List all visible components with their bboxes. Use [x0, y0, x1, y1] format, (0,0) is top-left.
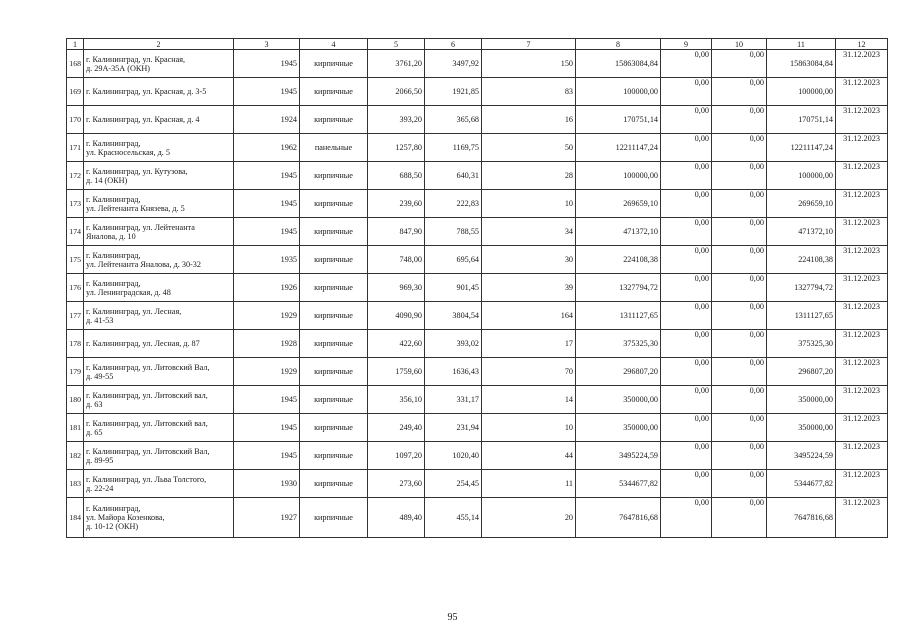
area-total-cell: 393,20	[368, 106, 425, 134]
residents-count-cell: 16	[482, 106, 576, 134]
year-cell: 1935	[234, 246, 300, 274]
row-number: 184	[67, 498, 84, 538]
sum-cost-cell: 5344677,82	[767, 470, 836, 498]
zero-cost-cell: 0,00	[661, 50, 712, 78]
area-total-cell: 249,40	[368, 414, 425, 442]
wall-material-cell: кирпичные	[300, 498, 368, 538]
address-cell: г. Калининград, ул. Кутузова, д. 14 (ОКН)	[84, 162, 234, 190]
residents-count-cell: 83	[482, 78, 576, 106]
area-living-cell: 1921,85	[425, 78, 482, 106]
wall-material-cell: кирпичные	[300, 246, 368, 274]
sum-cost-cell: 100000,00	[767, 162, 836, 190]
zero-cost-cell: 0,00	[661, 470, 712, 498]
table-row	[67, 470, 888, 498]
residents-count-cell: 14	[482, 386, 576, 414]
deadline-date-cell: 31.12.2023	[836, 190, 888, 218]
address-cell: г. Калининград, ул. Лесная, д. 87	[84, 330, 234, 358]
area-living-cell: 3497,92	[425, 50, 482, 78]
address-cell: г. Калининград, ул. Майора Козенкова, д. 10-12 (ОКН)	[84, 498, 234, 538]
residents-count-cell: 164	[482, 302, 576, 330]
zero-cost-cell: 0,00	[661, 274, 712, 302]
zero-cost-cell: 0,00	[712, 358, 767, 386]
deadline-date-cell: 31.12.2023	[836, 498, 888, 538]
table-row	[67, 106, 888, 134]
zero-cost-cell: 0,00	[661, 162, 712, 190]
wall-material-cell: кирпичные	[300, 50, 368, 78]
zero-cost-cell: 0,00	[661, 498, 712, 538]
address-cell: г. Калининград, ул. Льва Толстого, д. 22-24	[84, 470, 234, 498]
sum-cost-cell: 170751,14	[767, 106, 836, 134]
residents-count-cell: 150	[482, 50, 576, 78]
zero-cost-cell: 0,00	[712, 190, 767, 218]
col-header: 9	[661, 39, 712, 50]
area-living-cell: 640,31	[425, 162, 482, 190]
residents-count-cell: 10	[482, 190, 576, 218]
sum-cost-cell: 471372,10	[767, 218, 836, 246]
table-row	[67, 358, 888, 386]
wall-material-cell: кирпичные	[300, 106, 368, 134]
total-cost-cell: 1311127,65	[576, 302, 661, 330]
col-header: 3	[234, 39, 300, 50]
year-cell: 1929	[234, 358, 300, 386]
year-cell: 1945	[234, 162, 300, 190]
residents-count-cell: 34	[482, 218, 576, 246]
zero-cost-cell: 0,00	[661, 190, 712, 218]
address-cell: г. Калининград, ул. Лейтенанта Князева, д. 5	[84, 190, 234, 218]
column-number-header	[67, 39, 888, 50]
zero-cost-cell: 0,00	[661, 330, 712, 358]
total-cost-cell: 269659,10	[576, 190, 661, 218]
sum-cost-cell: 296807,20	[767, 358, 836, 386]
deadline-date-cell: 31.12.2023	[836, 358, 888, 386]
zero-cost-cell: 0,00	[712, 442, 767, 470]
zero-cost-cell: 0,00	[661, 78, 712, 106]
col-header: 4	[300, 39, 368, 50]
col-header: 7	[482, 39, 576, 50]
area-living-cell: 1636,43	[425, 358, 482, 386]
zero-cost-cell: 0,00	[661, 218, 712, 246]
year-cell: 1945	[234, 78, 300, 106]
total-cost-cell: 15863084,84	[576, 50, 661, 78]
table-row	[67, 134, 888, 162]
address-cell: г. Калининград, ул. Лейтенанта Яналова, д. 10	[84, 218, 234, 246]
total-cost-cell: 224108,38	[576, 246, 661, 274]
area-total-cell: 969,30	[368, 274, 425, 302]
row-number: 174	[67, 218, 84, 246]
deadline-date-cell: 31.12.2023	[836, 442, 888, 470]
table-row	[67, 498, 888, 538]
area-total-cell: 422,60	[368, 330, 425, 358]
area-living-cell: 1169,75	[425, 134, 482, 162]
col-header: 6	[425, 39, 482, 50]
row-number: 179	[67, 358, 84, 386]
address-cell: г. Калининград, ул. Ленинградская, д. 48	[84, 274, 234, 302]
area-living-cell: 695,64	[425, 246, 482, 274]
address-cell: г. Калининград, ул. Лесная, д. 41-53	[84, 302, 234, 330]
sum-cost-cell: 100000,00	[767, 78, 836, 106]
year-cell: 1945	[234, 386, 300, 414]
sum-cost-cell: 15863084,84	[767, 50, 836, 78]
table-row	[67, 50, 888, 78]
table-row	[67, 274, 888, 302]
total-cost-cell: 5344677,82	[576, 470, 661, 498]
year-cell: 1945	[234, 190, 300, 218]
year-cell: 1945	[234, 414, 300, 442]
deadline-date-cell: 31.12.2023	[836, 330, 888, 358]
wall-material-cell: кирпичные	[300, 218, 368, 246]
col-header: 12	[836, 39, 888, 50]
row-number: 182	[67, 442, 84, 470]
area-living-cell: 3804,54	[425, 302, 482, 330]
residents-count-cell: 10	[482, 414, 576, 442]
col-header: 11	[767, 39, 836, 50]
sum-cost-cell: 7647816,68	[767, 498, 836, 538]
address-cell: г. Калининград, ул. Красная, д. 29А-35А (ОКН)	[84, 50, 234, 78]
wall-material-cell: кирпичные	[300, 302, 368, 330]
area-total-cell: 239,60	[368, 190, 425, 218]
col-header: 10	[712, 39, 767, 50]
year-cell: 1924	[234, 106, 300, 134]
sum-cost-cell: 375325,30	[767, 330, 836, 358]
zero-cost-cell: 0,00	[712, 302, 767, 330]
table-row	[67, 330, 888, 358]
row-number: 168	[67, 50, 84, 78]
zero-cost-cell: 0,00	[661, 386, 712, 414]
residents-count-cell: 39	[482, 274, 576, 302]
total-cost-cell: 350000,00	[576, 386, 661, 414]
deadline-date-cell: 31.12.2023	[836, 414, 888, 442]
sum-cost-cell: 224108,38	[767, 246, 836, 274]
zero-cost-cell: 0,00	[712, 50, 767, 78]
total-cost-cell: 7647816,68	[576, 498, 661, 538]
area-total-cell: 847,90	[368, 218, 425, 246]
table-row	[67, 246, 888, 274]
row-number: 176	[67, 274, 84, 302]
area-total-cell: 1759,60	[368, 358, 425, 386]
address-cell: г. Калининград, ул. Лейтенанта Яналова, д. 30-32	[84, 246, 234, 274]
year-cell: 1930	[234, 470, 300, 498]
zero-cost-cell: 0,00	[712, 246, 767, 274]
area-total-cell: 2066,50	[368, 78, 425, 106]
zero-cost-cell: 0,00	[712, 330, 767, 358]
row-number: 183	[67, 470, 84, 498]
table-row	[67, 414, 888, 442]
year-cell: 1945	[234, 218, 300, 246]
year-cell: 1928	[234, 330, 300, 358]
wall-material-cell: кирпичные	[300, 330, 368, 358]
area-living-cell: 331,17	[425, 386, 482, 414]
total-cost-cell: 100000,00	[576, 162, 661, 190]
wall-material-cell: кирпичные	[300, 470, 368, 498]
wall-material-cell: кирпичные	[300, 442, 368, 470]
residents-count-cell: 17	[482, 330, 576, 358]
wall-material-cell: кирпичные	[300, 414, 368, 442]
area-total-cell: 489,40	[368, 498, 425, 538]
row-number: 172	[67, 162, 84, 190]
sum-cost-cell: 1327794,72	[767, 274, 836, 302]
year-cell: 1945	[234, 442, 300, 470]
deadline-date-cell: 31.12.2023	[836, 246, 888, 274]
deadline-date-cell: 31.12.2023	[836, 162, 888, 190]
area-living-cell: 365,68	[425, 106, 482, 134]
deadline-date-cell: 31.12.2023	[836, 302, 888, 330]
wall-material-cell: кирпичные	[300, 78, 368, 106]
area-total-cell: 4090,90	[368, 302, 425, 330]
total-cost-cell: 100000,00	[576, 78, 661, 106]
wall-material-cell: кирпичные	[300, 162, 368, 190]
total-cost-cell: 471372,10	[576, 218, 661, 246]
area-total-cell: 688,50	[368, 162, 425, 190]
zero-cost-cell: 0,00	[712, 414, 767, 442]
area-total-cell: 1097,20	[368, 442, 425, 470]
year-cell: 1929	[234, 302, 300, 330]
sum-cost-cell: 269659,10	[767, 190, 836, 218]
sum-cost-cell: 12211147,24	[767, 134, 836, 162]
total-cost-cell: 350000,00	[576, 414, 661, 442]
total-cost-cell: 3495224,59	[576, 442, 661, 470]
area-total-cell: 1257,80	[368, 134, 425, 162]
table-row	[67, 386, 888, 414]
address-cell: г. Калининград, ул. Литовский вал, д. 65	[84, 414, 234, 442]
row-number: 171	[67, 134, 84, 162]
sum-cost-cell: 3495224,59	[767, 442, 836, 470]
total-cost-cell: 12211147,24	[576, 134, 661, 162]
register-table	[66, 38, 888, 538]
zero-cost-cell: 0,00	[712, 218, 767, 246]
row-number: 170	[67, 106, 84, 134]
address-cell: г. Калининград, ул. Литовский Вал, д. 89-95	[84, 442, 234, 470]
year-cell: 1927	[234, 498, 300, 538]
area-living-cell: 901,45	[425, 274, 482, 302]
address-cell: г. Калининград, ул. Литовский вал, д. 63	[84, 386, 234, 414]
year-cell: 1926	[234, 274, 300, 302]
residents-count-cell: 44	[482, 442, 576, 470]
zero-cost-cell: 0,00	[661, 106, 712, 134]
residents-count-cell: 28	[482, 162, 576, 190]
area-living-cell: 1020,40	[425, 442, 482, 470]
zero-cost-cell: 0,00	[661, 302, 712, 330]
deadline-date-cell: 31.12.2023	[836, 106, 888, 134]
row-number: 181	[67, 414, 84, 442]
sum-cost-cell: 350000,00	[767, 414, 836, 442]
zero-cost-cell: 0,00	[712, 106, 767, 134]
zero-cost-cell: 0,00	[661, 246, 712, 274]
row-number: 177	[67, 302, 84, 330]
wall-material-cell: кирпичные	[300, 190, 368, 218]
address-cell: г. Калининград, ул. Красная, д. 4	[84, 106, 234, 134]
total-cost-cell: 375325,30	[576, 330, 661, 358]
area-living-cell: 788,55	[425, 218, 482, 246]
zero-cost-cell: 0,00	[712, 386, 767, 414]
table-row	[67, 302, 888, 330]
page-number: 95	[447, 612, 458, 623]
table-row	[67, 162, 888, 190]
deadline-date-cell: 31.12.2023	[836, 386, 888, 414]
row-number: 178	[67, 330, 84, 358]
col-header: 8	[576, 39, 661, 50]
area-living-cell: 254,45	[425, 470, 482, 498]
residents-count-cell: 20	[482, 498, 576, 538]
address-cell: г. Калининград, ул. Литовский Вал, д. 49-55	[84, 358, 234, 386]
year-cell: 1945	[234, 50, 300, 78]
area-total-cell: 748,00	[368, 246, 425, 274]
zero-cost-cell: 0,00	[661, 442, 712, 470]
deadline-date-cell: 31.12.2023	[836, 134, 888, 162]
deadline-date-cell: 31.12.2023	[836, 274, 888, 302]
deadline-date-cell: 31.12.2023	[836, 218, 888, 246]
residents-count-cell: 11	[482, 470, 576, 498]
area-total-cell: 273,60	[368, 470, 425, 498]
address-cell: г. Калининград, ул. Красная, д. 3-5	[84, 78, 234, 106]
residents-count-cell: 30	[482, 246, 576, 274]
table-row	[67, 190, 888, 218]
sum-cost-cell: 350000,00	[767, 386, 836, 414]
zero-cost-cell: 0,00	[712, 162, 767, 190]
zero-cost-cell: 0,00	[712, 470, 767, 498]
total-cost-cell: 170751,14	[576, 106, 661, 134]
wall-material-cell: кирпичные	[300, 358, 368, 386]
address-cell: г. Калининград, ул. Красносельская, д. 5	[84, 134, 234, 162]
area-living-cell: 393,02	[425, 330, 482, 358]
row-number: 180	[67, 386, 84, 414]
area-living-cell: 231,94	[425, 414, 482, 442]
row-number: 169	[67, 78, 84, 106]
zero-cost-cell: 0,00	[661, 134, 712, 162]
table-row	[67, 218, 888, 246]
table-row	[67, 442, 888, 470]
wall-material-cell: панельные	[300, 134, 368, 162]
col-header: 1	[67, 39, 84, 50]
area-total-cell: 356,10	[368, 386, 425, 414]
year-cell: 1962	[234, 134, 300, 162]
col-header: 2	[84, 39, 234, 50]
deadline-date-cell: 31.12.2023	[836, 78, 888, 106]
sum-cost-cell: 1311127,65	[767, 302, 836, 330]
zero-cost-cell: 0,00	[661, 358, 712, 386]
area-total-cell: 3761,20	[368, 50, 425, 78]
deadline-date-cell: 31.12.2023	[836, 50, 888, 78]
wall-material-cell: кирпичные	[300, 386, 368, 414]
table-row	[67, 78, 888, 106]
area-living-cell: 455,14	[425, 498, 482, 538]
zero-cost-cell: 0,00	[712, 498, 767, 538]
residents-count-cell: 70	[482, 358, 576, 386]
total-cost-cell: 296807,20	[576, 358, 661, 386]
residents-count-cell: 50	[482, 134, 576, 162]
total-cost-cell: 1327794,72	[576, 274, 661, 302]
zero-cost-cell: 0,00	[712, 274, 767, 302]
row-number: 173	[67, 190, 84, 218]
zero-cost-cell: 0,00	[661, 414, 712, 442]
area-living-cell: 222,83	[425, 190, 482, 218]
row-number: 175	[67, 246, 84, 274]
wall-material-cell: кирпичные	[300, 274, 368, 302]
deadline-date-cell: 31.12.2023	[836, 470, 888, 498]
zero-cost-cell: 0,00	[712, 134, 767, 162]
zero-cost-cell: 0,00	[712, 78, 767, 106]
col-header: 5	[368, 39, 425, 50]
